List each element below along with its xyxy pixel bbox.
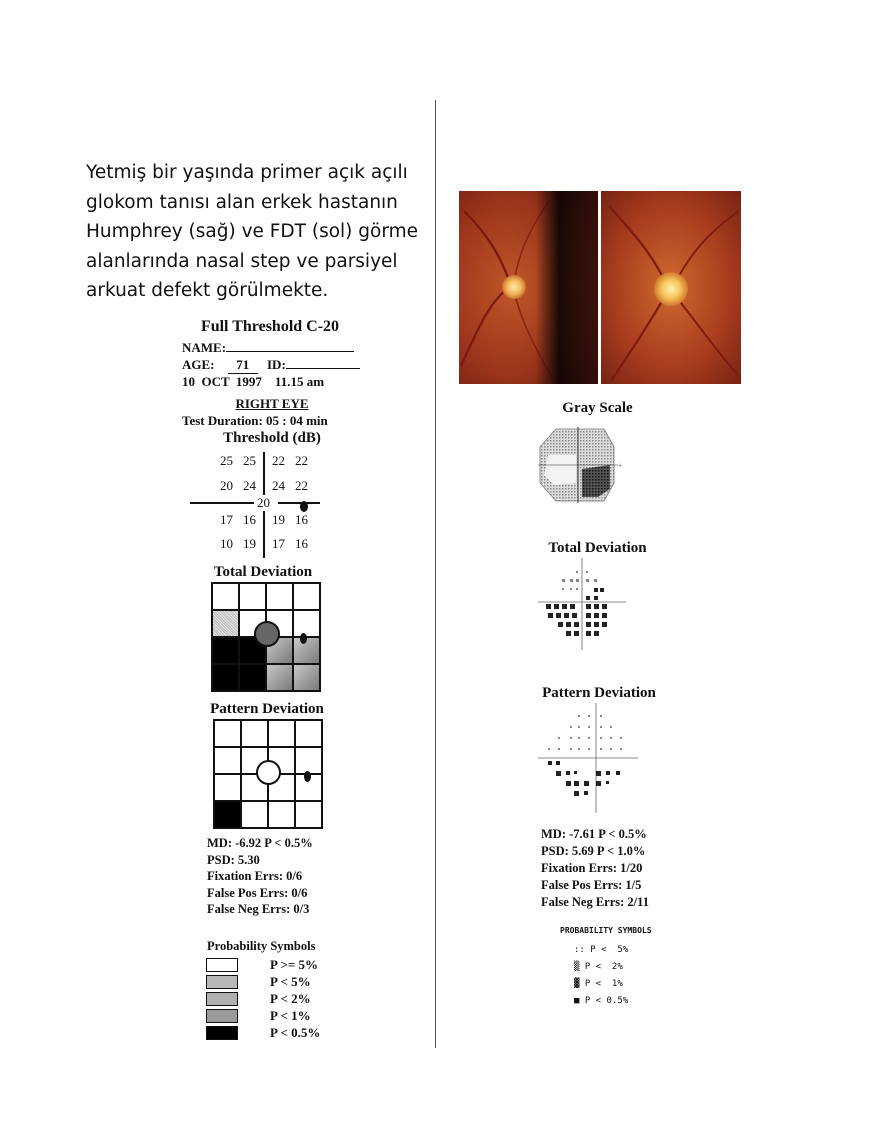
- false-pos-errors-right: False Pos Errs: 1/5: [541, 878, 642, 892]
- gray-scale-title: Gray Scale: [562, 400, 633, 416]
- probability-label: P < 2%: [270, 991, 311, 1006]
- figure-caption: [86, 158, 431, 306]
- probability-glyph: ▓: [574, 979, 580, 989]
- probability-glyph: ▒: [574, 962, 580, 972]
- probability-glyph: ■: [574, 996, 580, 1006]
- md-value: MD: -6.92 P < 0.5%: [207, 836, 313, 850]
- probability-swatch: [206, 958, 238, 972]
- report-title: Full Threshold C-20: [200, 318, 340, 335]
- probability-label-right: P < 0.5%: [584, 996, 629, 1006]
- threshold-value: 16: [243, 512, 256, 527]
- psd-value-right: PSD: 5.69 P < 1.0%: [541, 844, 646, 858]
- deviation-cell: [213, 638, 238, 663]
- threshold-value: 20: [220, 478, 233, 493]
- threshold-value: 17: [220, 512, 233, 527]
- probability-label-right: P < 1%: [584, 979, 623, 989]
- probability-label: P < 1%: [270, 1008, 311, 1023]
- svg-text:+: +: [618, 463, 623, 469]
- fundus-photo-right: [601, 191, 741, 384]
- false-neg-errors-right: False Neg Errs: 2/11: [541, 895, 649, 909]
- probability-label-right: P < 2%: [584, 962, 623, 972]
- blind-spot-marker: [304, 771, 311, 782]
- deviation-cell: [215, 802, 240, 827]
- caption-line: Yetmiş bir yaşında primer açık açılı: [86, 162, 408, 183]
- threshold-value: 19: [272, 512, 285, 527]
- threshold-value: 19: [243, 536, 256, 551]
- threshold-value: 25: [243, 453, 256, 468]
- deviation-cell: [294, 665, 319, 690]
- deviation-cell: [213, 584, 238, 609]
- probability-title: Probability Symbols: [207, 939, 316, 953]
- deviation-cell: [296, 748, 321, 773]
- date-time: 10 OCT 1997 11.15 am: [182, 374, 325, 389]
- probability-swatch: [206, 992, 238, 1006]
- deviation-cell: [213, 611, 238, 636]
- pattern-deviation-grid: [213, 719, 323, 829]
- probability-label: P < 5%: [270, 974, 311, 989]
- false-pos-errors: False Pos Errs: 0/6: [207, 885, 308, 900]
- threshold-title: Threshold (dB): [223, 430, 321, 446]
- deviation-cell: [242, 721, 267, 746]
- probability-swatch: [206, 1009, 238, 1023]
- total-deviation-grid: [211, 582, 321, 692]
- probability-row-right: [574, 942, 628, 959]
- fixation-errors-right: Fixation Errs: 1/20: [541, 861, 643, 875]
- fixation-circle: [254, 621, 280, 647]
- probability-swatch: [206, 1026, 238, 1040]
- probability-label: P >= 5%: [270, 957, 319, 972]
- probability-row: [206, 1008, 311, 1024]
- fixation-circle: [256, 760, 281, 785]
- threshold-value: 24: [272, 478, 285, 493]
- deviation-cell: [294, 584, 319, 609]
- deviation-cell: [215, 721, 240, 746]
- probability-row-right: [574, 959, 628, 976]
- deviation-cell: [294, 611, 319, 636]
- test-duration: Test Duration: 05 : 04 min: [182, 413, 328, 428]
- threshold-value: 22: [295, 453, 308, 468]
- blind-spot-marker: [300, 633, 307, 644]
- age-label: AGE:: [182, 357, 215, 372]
- deviation-cell: [267, 665, 292, 690]
- deviation-cell: [240, 584, 265, 609]
- horizontal-meridian-left: [190, 502, 254, 504]
- name-label: NAME:: [182, 340, 227, 355]
- probability-list-right: [574, 942, 628, 1010]
- deviation-cell: [240, 665, 265, 690]
- id-blank: [286, 368, 360, 369]
- total-deviation-plot-right: [538, 558, 626, 650]
- threshold-value: 22: [272, 453, 285, 468]
- caption-line: arkuat defekt görülmekte.: [86, 280, 329, 302]
- threshold-value: 17: [272, 536, 285, 551]
- probability-swatch: [206, 975, 238, 989]
- probability-label: P < 0.5%: [270, 1025, 321, 1040]
- deviation-cell: [296, 721, 321, 746]
- threshold-value: 22: [295, 478, 308, 493]
- threshold-center-value: 20: [257, 495, 270, 510]
- fixation-errors: Fixation Errs: 0/6: [207, 869, 303, 883]
- left-stats: [207, 835, 313, 918]
- probability-row: [206, 957, 318, 973]
- deviation-cell: [242, 802, 267, 827]
- caption-line: Humphrey (sağ) ve FDT (sol) görme: [86, 221, 419, 243]
- blind-spot-marker: [300, 501, 308, 512]
- right-stats: [541, 826, 649, 911]
- psd-value: PSD: 5.30: [207, 852, 260, 867]
- probability-label-right: P < 5%: [590, 945, 629, 955]
- threshold-plot: [190, 450, 322, 560]
- age-value: 71: [228, 357, 258, 374]
- column-divider: [435, 100, 436, 1048]
- threshold-value: 16: [295, 512, 308, 527]
- threshold-value: 10: [220, 536, 233, 551]
- deviation-cell: [267, 584, 292, 609]
- gray-scale-plot: [538, 425, 628, 505]
- threshold-value: 25: [220, 453, 233, 468]
- total-deviation-title-right: Total Deviation: [548, 540, 647, 556]
- deviation-cell: [269, 802, 294, 827]
- false-neg-errors: False Neg Errs: 0/3: [207, 902, 310, 916]
- probability-row: [206, 1025, 320, 1041]
- probability-row: [206, 974, 311, 990]
- fundus-photo-left: [459, 191, 598, 384]
- deviation-cell: [296, 802, 321, 827]
- probability-row-right: [574, 993, 628, 1010]
- deviation-cell: [215, 775, 240, 800]
- probability-row-right: [574, 976, 628, 993]
- deviation-cell: [213, 665, 238, 690]
- threshold-value: 24: [243, 478, 256, 493]
- probability-title-right: PROBABILITY SYMBOLS: [560, 926, 652, 935]
- total-deviation-title: Total Deviation: [213, 564, 313, 580]
- md-value-right: MD: -7.61 P < 0.5%: [541, 827, 647, 841]
- deviation-cell: [294, 638, 319, 663]
- threshold-value: 16: [295, 536, 308, 551]
- deviation-cell: [269, 721, 294, 746]
- pattern-deviation-title-right: Pattern Deviation: [542, 685, 656, 701]
- horizontal-meridian-right: [278, 502, 320, 504]
- age-row: [182, 357, 360, 374]
- pattern-deviation-plot-right: [538, 703, 638, 813]
- caption-line: alanlarında nasal step ve parsiyel: [86, 250, 398, 272]
- probability-row: [206, 991, 311, 1007]
- name-row: [182, 340, 354, 356]
- pattern-deviation-title: Pattern Deviation: [210, 701, 324, 717]
- eye-label: RIGHT EYE: [235, 396, 309, 411]
- id-label: ID:: [267, 357, 286, 372]
- name-blank: [226, 351, 354, 352]
- caption-line: glokom tanısı alan erkek hastanın: [86, 191, 398, 213]
- deviation-cell: [215, 748, 240, 773]
- probability-glyph: ::: [574, 945, 585, 955]
